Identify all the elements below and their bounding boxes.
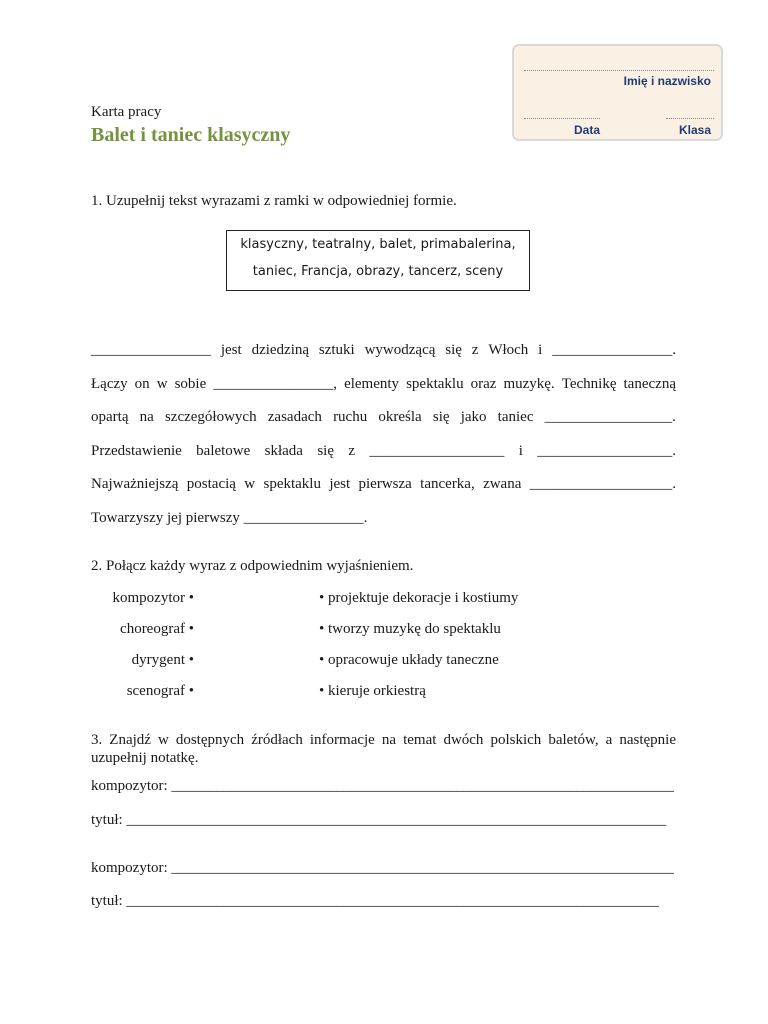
paragraph-word: Włoch — [488, 342, 529, 358]
instruction-word: w — [157, 732, 169, 748]
paragraph-word: i — [538, 342, 543, 358]
paragraph-word: w — [244, 476, 256, 492]
instruction-word: dostępnych — [175, 732, 245, 748]
paragraph-word: on — [134, 376, 150, 392]
word-bank-line-2: taniec, Francja, obrazy, tancerz, sceny — [252, 264, 504, 279]
paragraph-word: określa — [378, 409, 422, 425]
task3-instruction-line-2: uzupełnij notatkę. — [91, 750, 199, 766]
paragraph-word: w — [156, 376, 168, 392]
title-answer-line[interactable]: tytuł: ________________________________________________________________________ — [91, 812, 667, 828]
paragraph-word: tancerka, — [420, 476, 475, 492]
date-dotted-line[interactable] — [524, 118, 600, 119]
match-definition[interactable]: • tworzy muzykę do spektaklu — [319, 621, 501, 637]
paragraph-word: ________________. — [552, 342, 676, 358]
paragraph-word: __________________. — [537, 443, 676, 459]
paragraph-line[interactable] — [91, 376, 676, 393]
paragraph-word: zasadach — [267, 409, 322, 425]
paragraph-line[interactable] — [91, 342, 676, 359]
title-answer-line[interactable]: tytuł: _______________________________________________________________________ — [91, 893, 659, 909]
paragraph-word: z — [348, 443, 355, 459]
instruction-word: polskich — [490, 732, 542, 748]
paragraph-word: spektaklu — [406, 376, 464, 392]
match-term[interactable]: kompozytor • — [112, 590, 194, 606]
paragraph-word: opartą — [91, 409, 129, 425]
instruction-word: źródłach — [251, 732, 303, 748]
instruction-word: 3. — [91, 732, 103, 748]
paragraph-word: się — [445, 342, 462, 358]
instruction-word: baletów, — [548, 732, 599, 748]
task1-instruction: 1. Uzupełnij tekst wyrazami z ramki w odpowiedniej formie. — [91, 193, 457, 209]
match-term[interactable]: scenograf • — [126, 683, 194, 699]
paragraph-line[interactable] — [91, 443, 676, 460]
name-dotted-line[interactable] — [524, 70, 714, 71]
paragraph-word: jest — [329, 476, 351, 492]
paragraph-word: ___________________. — [529, 476, 676, 492]
paragraph-word: ruchu — [333, 409, 368, 425]
paragraph-line[interactable] — [91, 409, 676, 426]
paragraph-word: jako — [460, 409, 487, 425]
instruction-word: Znajdź — [109, 732, 151, 748]
instruction-word: temat — [403, 732, 437, 748]
page-title: Balet i taniec klasyczny — [91, 124, 291, 146]
paragraph-word: i — [518, 443, 523, 459]
paragraph-word: postacią — [186, 476, 236, 492]
paragraph-word: wywodzącą — [364, 342, 436, 358]
paragraph-word: Technikę — [561, 376, 617, 392]
paragraph-word: z — [471, 342, 479, 358]
paragraph-word: się — [432, 409, 450, 425]
composer-answer-line[interactable]: kompozytor: ___________________________________________________________________ — [91, 778, 674, 794]
paragraph-word: ________________ — [91, 342, 211, 358]
word-bank-box — [226, 230, 530, 291]
class-dotted-line[interactable] — [666, 118, 714, 119]
match-term[interactable]: dyrygent • — [131, 652, 194, 668]
paragraph-word: składa — [264, 443, 303, 459]
match-definition[interactable]: • kieruje orkiestrą — [319, 683, 426, 699]
paragraph-word: elementy — [344, 376, 400, 392]
paragraph-word: baletowe — [196, 443, 251, 459]
paragraph-word: Najważniejszą — [91, 476, 179, 492]
paragraph-word: __________________ — [369, 443, 505, 459]
name-label: Imię i nazwisko — [623, 74, 711, 88]
class-label: Klasa — [678, 123, 711, 137]
paragraph-word: oraz — [470, 376, 497, 392]
paragraph-word: taneczną — [623, 376, 676, 392]
match-definition[interactable]: • projektuje dekoracje i kostiumy — [319, 590, 519, 606]
paragraph-word: Przedstawienie — [91, 443, 182, 459]
paragraph-word: spektaklu — [263, 476, 321, 492]
paragraph-word: sztuki — [318, 342, 355, 358]
paragraph-word: _________________. — [544, 409, 676, 425]
instruction-word: a — [605, 732, 613, 748]
paragraph-word: taniec — [497, 409, 534, 425]
paragraph-line[interactable]: Towarzyszy jej pierwszy ________________. — [91, 510, 368, 526]
paragraph-word: Łączy — [91, 376, 128, 392]
paragraph-word: zwana — [483, 476, 522, 492]
match-term[interactable]: choreograf • — [120, 621, 194, 637]
paragraph-word: muzykę. — [503, 376, 555, 392]
composer-answer-line[interactable]: kompozytor: ___________________________________________________________________ — [91, 860, 674, 876]
paragraph-word: dziedziną — [251, 342, 310, 358]
match-definition[interactable]: • opracowuje układy taneczne — [319, 652, 499, 668]
instruction-word: na — [381, 732, 397, 748]
paragraph-word: na — [139, 409, 154, 425]
paragraph-word: szczegółowych — [164, 409, 257, 425]
task2-instruction: 2. Połącz każdy wyraz z odpowiednim wyjaśnieniem. — [91, 558, 414, 574]
paragraph-word: pierwsza — [358, 476, 412, 492]
task3-instruction-line-1 — [91, 732, 676, 749]
paragraph-word: ________________, — [213, 376, 338, 392]
paragraph-line[interactable] — [91, 476, 676, 493]
instruction-word: dwóch — [443, 732, 484, 748]
paragraph-word: jest — [220, 342, 242, 358]
paragraph-word: sobie — [174, 376, 207, 392]
instruction-word: informacje — [309, 732, 375, 748]
word-bank-line-1: klasyczny, teatralny, balet, primabalerina, — [240, 237, 516, 252]
paragraph-word: się — [317, 443, 334, 459]
date-label: Data — [574, 123, 601, 137]
document-kind: Karta pracy — [91, 104, 162, 120]
student-info-card — [512, 44, 723, 141]
instruction-word: następnie — [619, 732, 676, 748]
